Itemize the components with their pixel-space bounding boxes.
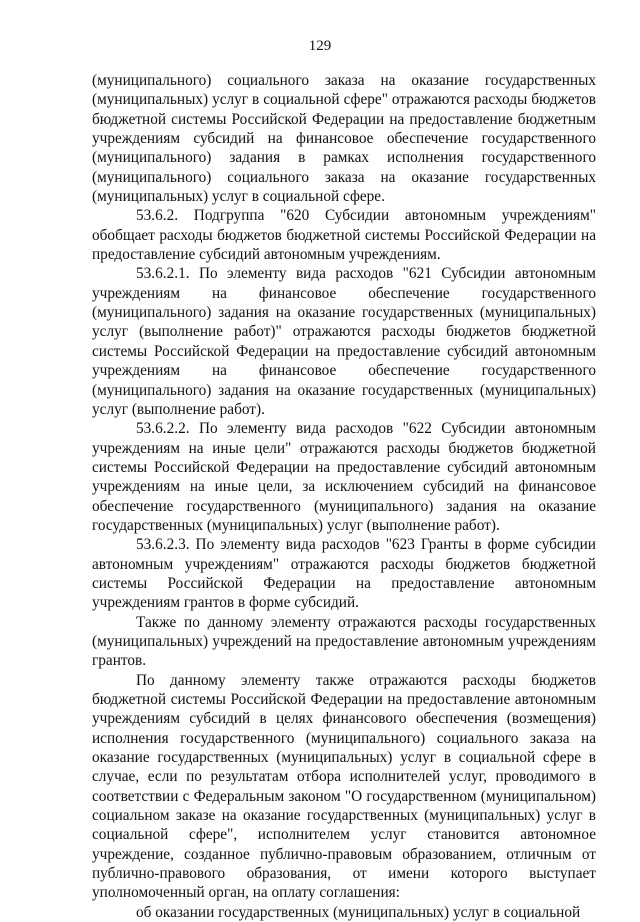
paragraph-53-6-2-2: 53.6.2.2. По элементу вида расходов "622 Субсидии автономным учреждениям на иные цели" отражаются расходы бюджетов бюджетной системы Российской Федерации на предоставление субсидий автономным учреждениям на иные цели, за исключением субсидий на финансовое обеспечение государственного (муниципального) задания на оказание государственных (муниципальных) услуг (выполнение работ). — [92, 420, 596, 534]
paragraph-53-6-2-3: 53.6.2.3. По элементу вида расходов "623 Гранты в форме субсидии автономным учреждениям" отражаются расходы бюджетов бюджетной системы Российской Федерации на предоставление автономным учреждениям грантов в форме субсидий. — [92, 536, 596, 612]
paragraph-continuation: (муниципального) социального заказа на оказание государственных (муниципальных) услуг в социальной сфере" отражаются расходы бюджетов бюджетной системы Российской Федерации на предоставление бюджетным учреждениям субсидий на финансовое обеспечение государственного (муниципального) задания в рамках исполнения государственного (муниципального) социального заказа на оказание государственных (муниципальных) услуг в социальной сфере. — [92, 72, 596, 206]
paragraph-53-6-2-1: 53.6.2.1. По элементу вида расходов "621 Субсидии автономным учреждениям на финансовое обеспечение государственного (муниципального) задания на оказание государственных (муниципальных) услуг (выполнение работ)" отражаются расходы бюджетов бюджетной системы Российской Федерации на предоставление субсидий автономным учреждениям на финансовое обеспечение государственного (муниципального) задания на оказание государственных (муниципальных) услуг (выполнение работ). — [92, 265, 596, 418]
paragraph-list-item: об оказании государственных (муниципальных) услуг в социальной — [136, 903, 581, 921]
paragraph-53-6-2: 53.6.2. Подгруппа "620 Субсидии автономным учреждениям" обобщает расходы бюджетов бюджетной системы Российской Федерации на предоставление субсидий автономным учреждениям. — [92, 207, 596, 264]
page-number: 129 — [308, 38, 332, 54]
document-body — [92, 71, 596, 922]
paragraph-grants-note: Также по данному элементу отражаются расходы государственных (муниципальных) учреждений на предоставление автономным учреждениям грантов. — [92, 613, 596, 670]
paragraph-social-order: По данному элементу также отражаются расходы бюджетов бюджетной системы Российской Федерации на предоставление автономным учреждениям субсидий в целях финансового обеспечения (возмещения) исполнения государственного (муниципального) социального заказа на оказание государственных (муниципальных) услуг в социальной сфере в случае, если по результатам отбора исполнителей услуг, проводимого в соответствии с Федеральным законом "О государственном (муниципальном) социальном заказе на оказание государственных (муниципальных) услуг в социальной сфере", исполнителем услуг становится автономное учреждение, созданное публично-правовым образованием, отличным от публично-правового образования, от имени которого выступает уполномоченный орган, на оплату соглашения: — [92, 671, 596, 902]
